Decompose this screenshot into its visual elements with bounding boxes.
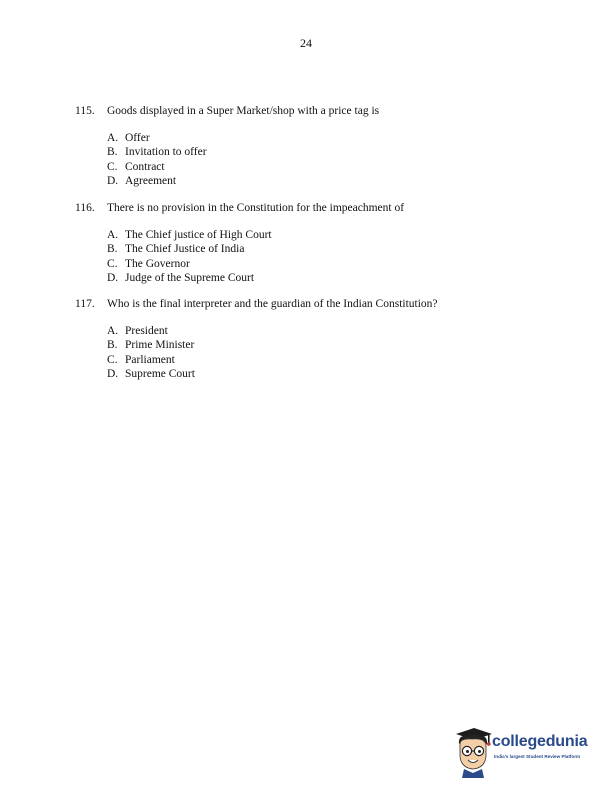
option-letter: C. [107,160,118,173]
option-letter: C. [107,353,118,366]
logo-text: collegedunia [492,733,588,750]
option-d [107,271,272,285]
question-text: Goods displayed in a Super Market/shop with a price tag is [107,105,380,117]
option-text: President [125,325,168,337]
question-number: 115. [75,105,95,117]
option-letter: C. [107,257,118,270]
option-text: Offer [125,132,150,144]
option-letter: A. [107,229,119,241]
page-number: 24 [300,36,312,50]
option-text: Invitation to offer [125,146,207,159]
option-c [107,257,272,271]
option-a [107,228,272,242]
option-letter: A. [107,325,119,337]
question-number: 117. [75,298,95,310]
option-letter: B. [107,243,118,256]
option-text: Judge of the Supreme Court [125,271,255,284]
option-text: The Chief justice of High Court [125,229,272,241]
question-text: There is no provision in the Constitution for the impeachment of [107,202,405,214]
mascot-icon [452,724,494,778]
question-text: Who is the final interpreter and the guardian of the Indian Constitution? [107,298,438,310]
question-stem [75,297,555,311]
option-letter: D. [107,367,119,380]
option-d [107,367,195,381]
option-text: Supreme Court [125,367,195,380]
option-b [107,338,195,352]
option-b [107,145,207,159]
option-list [107,131,207,188]
logo-tagline: India's largest Student Review Platform [494,754,581,759]
question-117 [75,297,555,380]
option-text: Contract [125,160,165,173]
option-c [107,160,207,174]
question-number: 116. [75,202,95,214]
option-d [107,174,207,188]
question-115 [75,104,555,187]
option-list [107,228,272,285]
question-stem [75,201,555,215]
option-c [107,353,195,367]
option-list [107,324,195,381]
option-letter: D. [107,271,119,284]
option-a [107,131,207,145]
option-letter: B. [107,146,118,159]
option-text: Parliament [125,353,175,366]
option-b [107,242,272,256]
option-a [107,324,195,338]
option-text: The Governor [125,257,190,270]
option-letter: B. [107,339,118,352]
option-text: Agreement [125,174,177,187]
collegedunia-logo [452,724,602,778]
option-text: The Chief Justice of India [125,243,245,256]
option-text: Prime Minister [125,339,195,352]
option-letter: A. [107,132,119,144]
question-116 [75,201,555,284]
question-stem [75,104,555,118]
option-letter: D. [107,174,119,187]
